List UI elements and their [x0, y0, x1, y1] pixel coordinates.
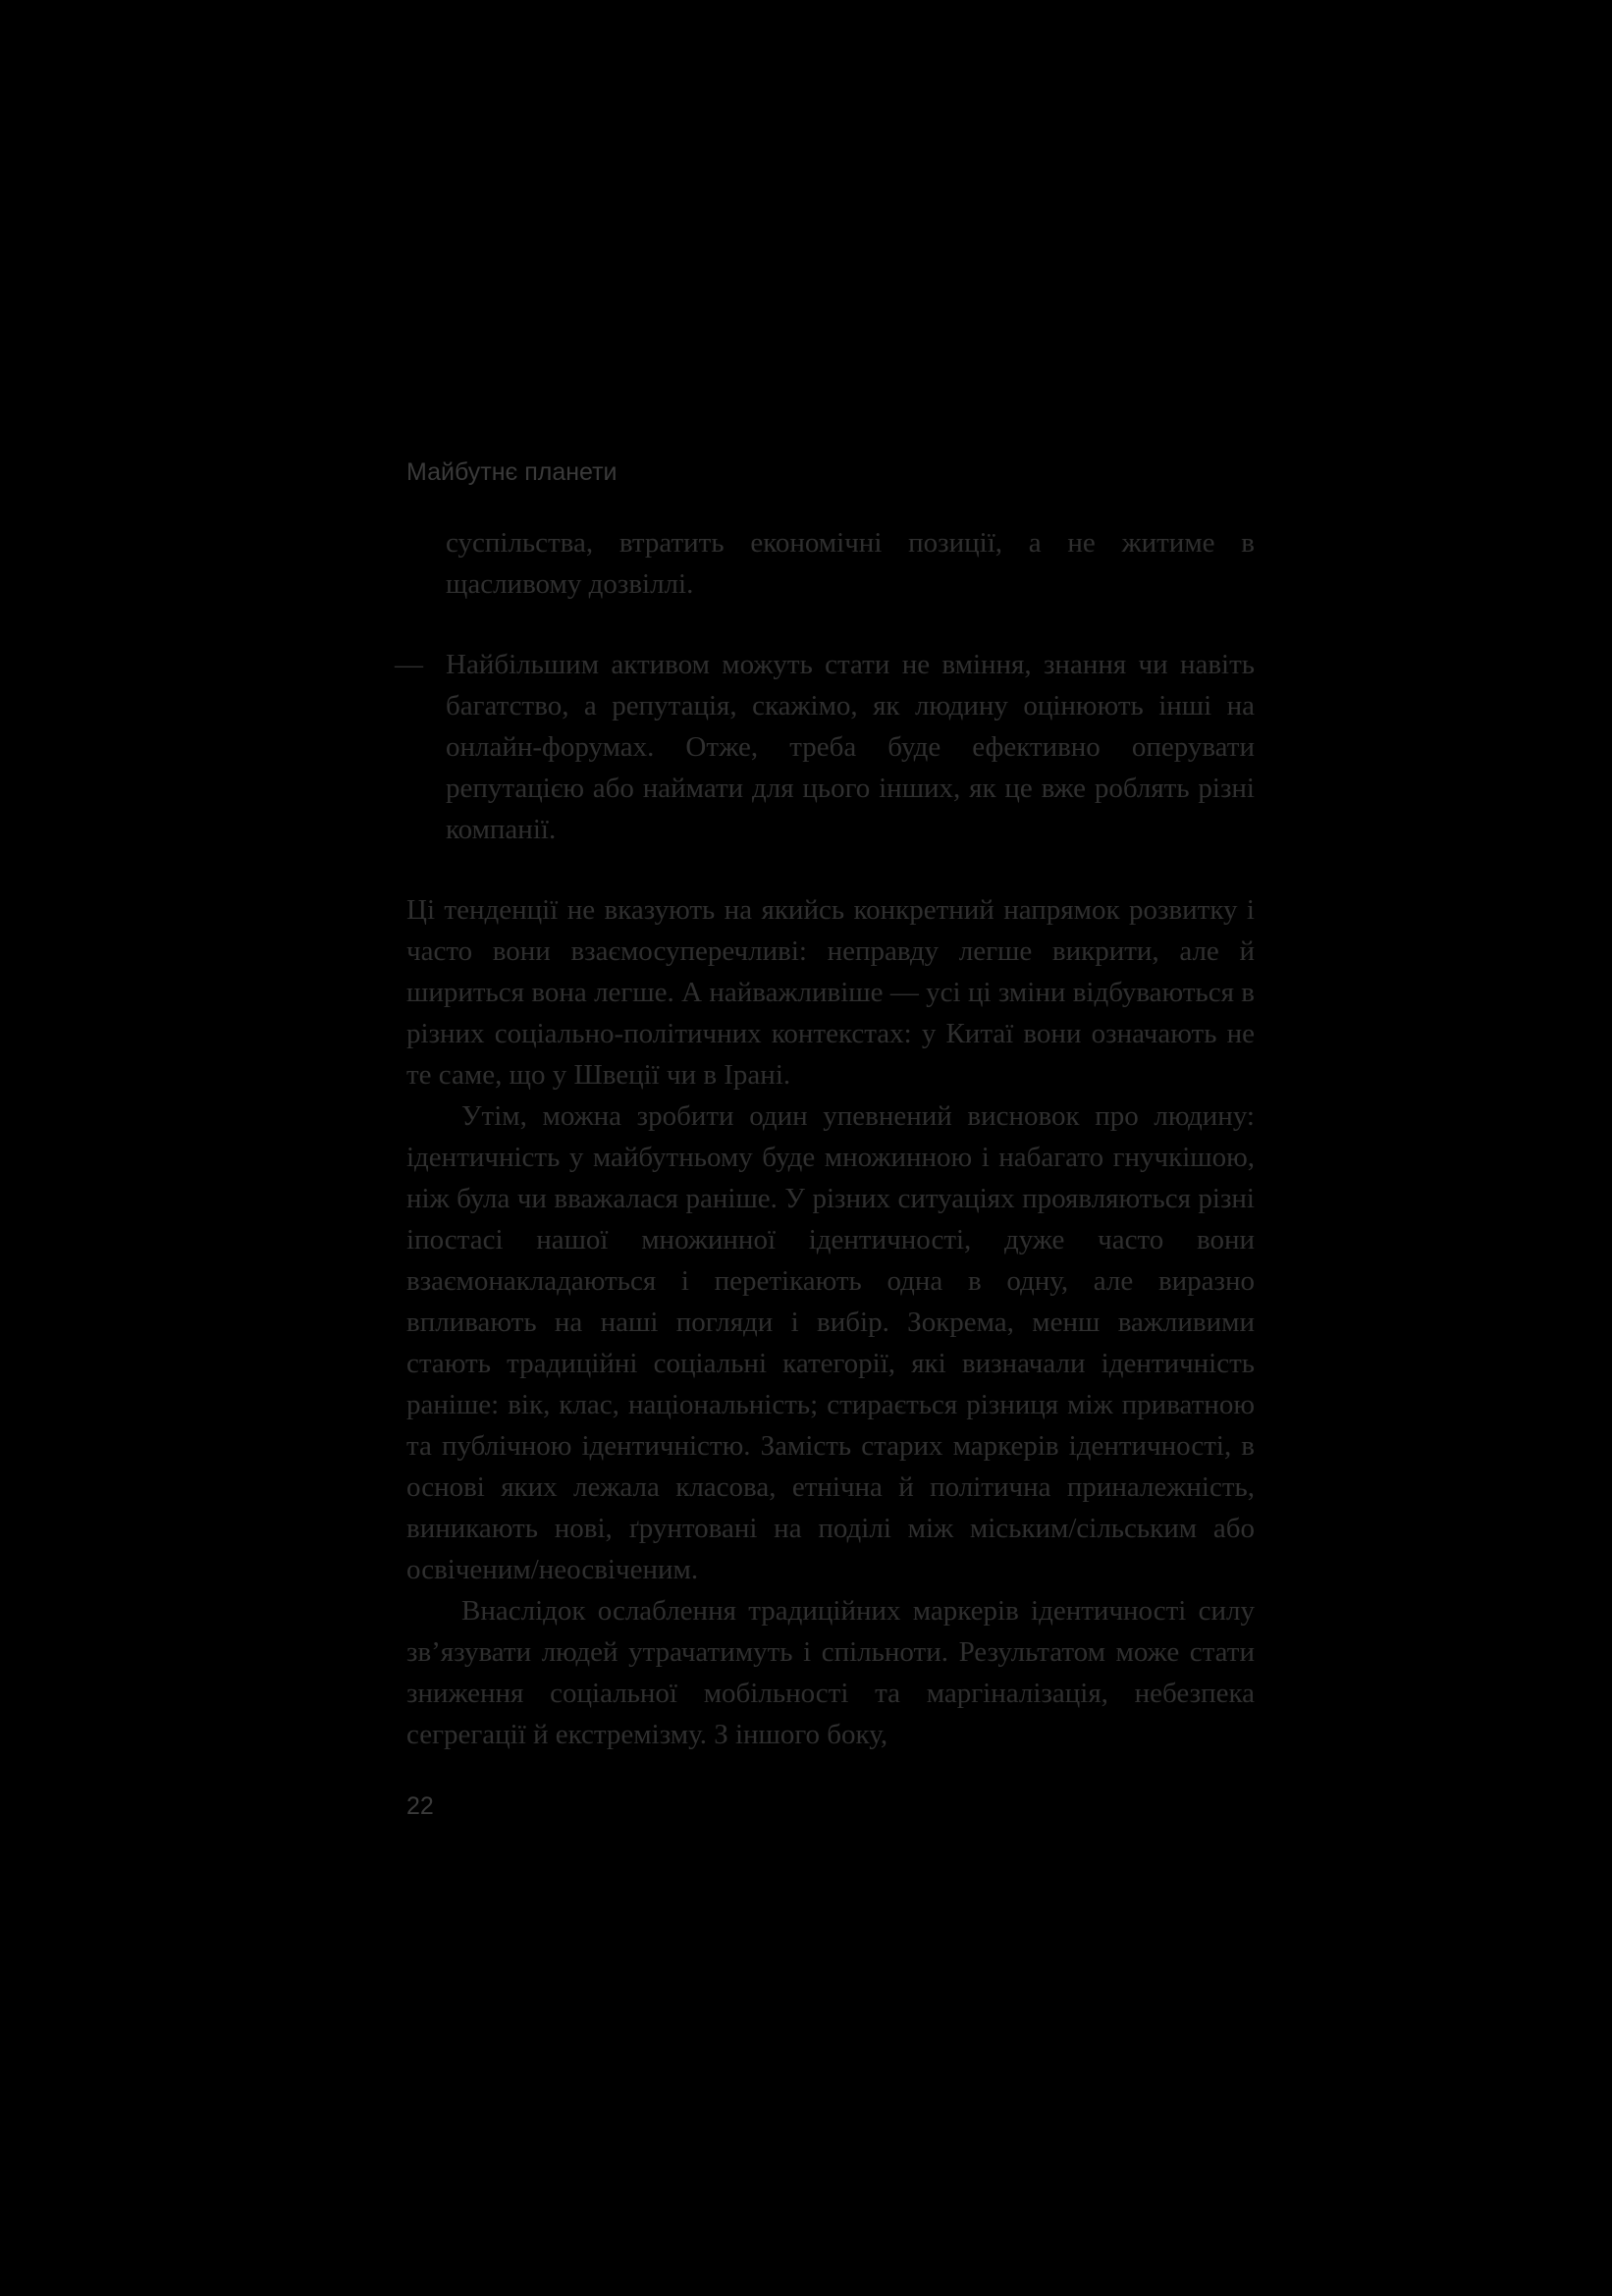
- body-text: [406, 889, 1255, 1755]
- list-item: [446, 644, 1255, 850]
- list-continuation-text: суспільства, втратить економічні позиції, а не житиме в щасливому дозвіллі.: [446, 527, 1255, 600]
- list-item-dash: —: [395, 649, 423, 680]
- list-item-text: Найбільшим активом можуть стати не вміння, знання чи навіть багатство, а репутація, скажімо, як людину оцінюють інші на онлайн-форумах. Отже, треба буде ефективно оперувати репутацією або наймати для цього інших, як це вже роблять різні компанії.: [446, 649, 1255, 845]
- running-head: Майбутнє планети: [406, 458, 618, 486]
- list-continuation: [446, 522, 1255, 605]
- paragraph-3: Внаслідок ослаблення традиційних маркерів ідентичності силу зв’язувати людей утрачатимуть і спільноти. Результатом може стати зниження соціальної мобільності та маргіналізація, небезпека сегрегації й екстремізму. З іншого боку,: [406, 1595, 1255, 1750]
- page-number: 22: [406, 1792, 434, 1820]
- paragraph-2: Утім, можна зробити один упевнений висновок про людину: ідентичність у майбутньому буде множинною і набагато гнучкішою, ніж була чи вважалася раніше. У різних ситуаціях проявляються різні іпостасі нашої множинної ідентичності, дуже часто вони взаємонакладаються і перетікають одна в одну, але виразно впливають на наші погляди і вибір. Зокрема, менш важливими стають традиційні соціальні категорії, які визначали ідентичність раніше: вік, клас, національність; стирається різниця між приватною та публічною ідентичністю. Замість старих маркерів ідентичності, в основі яких лежала класова, етнічна й політична приналежність, виникають нові, ґрунтовані на поділі між міським/сільським або освіченим/неосвіченим.: [406, 1100, 1255, 1585]
- paragraph-1: Ці тенденції не вказують на якийсь конкретний напрямок розвитку і часто вони взаємосуперечливі: неправду легше викрити, але й шириться вона легше. А найважливіше — усі ці зміни відбуваються в різних соціально-політичних контекстах: у Китаї вони означають не те саме, що у Швеції чи в Ірані.: [406, 894, 1255, 1091]
